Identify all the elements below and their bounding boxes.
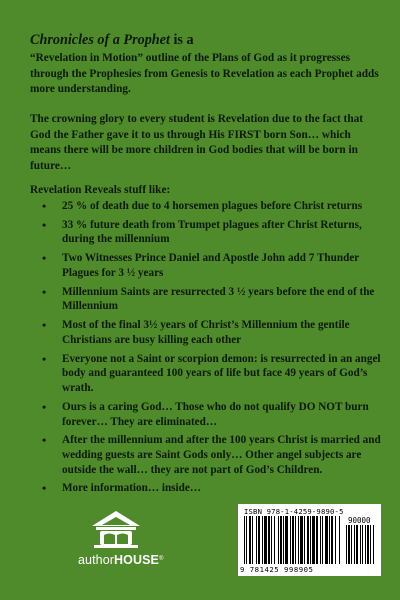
revelation-paragraph: The crowning glory to every student is Revelation due to the fact that God the Father gave it to us through His FIRST born Son… which means there will be more children in God bodies that will be born in future… — [30, 113, 364, 172]
publisher-name-part1: author — [78, 553, 115, 567]
list-item: • 33 % future death from Trumpet plagues after Christ Returns, during the millennium — [30, 218, 382, 247]
reveals-list — [30, 199, 382, 500]
list-item: • Two Witnesses Prince Daniel and Apostle John add 7 Thunder Plagues for 3 ½ years — [30, 251, 382, 280]
isbn-barcode — [238, 504, 381, 576]
book-title-suffix: is a — [169, 32, 194, 48]
barcode-bars — [244, 516, 340, 564]
list-item: • Most of the final 3½ years of Christ’s Millennium the gentile Christians are busy killing each other — [30, 318, 382, 347]
price-code: 90000 — [348, 516, 371, 525]
barcode-supplement-bars — [346, 525, 378, 564]
publisher-name-part2: HOUSE — [114, 553, 159, 567]
house-book-icon — [90, 510, 142, 548]
list-item: • Everyone not a Saint or scorpion demon: is resurrected in an angel body and guaranteed 100 years of life but face 49 years of God’s wrath. — [30, 352, 382, 396]
list-item: • 25 % of death due to 4 horsemen plagues before Christ returns — [30, 199, 382, 214]
isbn-number: ISBN 978-1-4259-9890-5 — [244, 507, 344, 516]
intro-paragraph: “Revelation in Motion” outline of the Plans of God as it progresses through the Prophesies from Genesis to Revelation as each Prophet adds more understanding. — [30, 52, 379, 95]
reveals-heading: Revelation Reveals stuff like: — [30, 184, 171, 196]
list-item: • Ours is a caring God… Those who do not qualify DO NOT burn forever… They are eliminated… — [30, 400, 382, 429]
trademark-symbol: ® — [159, 556, 164, 562]
list-item: • More information… inside… — [30, 481, 382, 496]
book-title-line — [30, 32, 194, 48]
list-item: • Millennium Saints are resurrected 3 ½ years before the end of the Millennium — [30, 285, 382, 314]
book-title: Chronicles of a Prophet — [30, 32, 170, 48]
publisher-logo — [78, 510, 168, 570]
publisher-name — [78, 553, 168, 567]
ean-number: 9 781425 998905 — [240, 565, 314, 574]
list-item: • After the millennium and after the 100 years Christ is married and wedding guests are Saint Gods only… Other angel subjects are outside the wall… they are not part of God’s Children. — [30, 433, 382, 477]
